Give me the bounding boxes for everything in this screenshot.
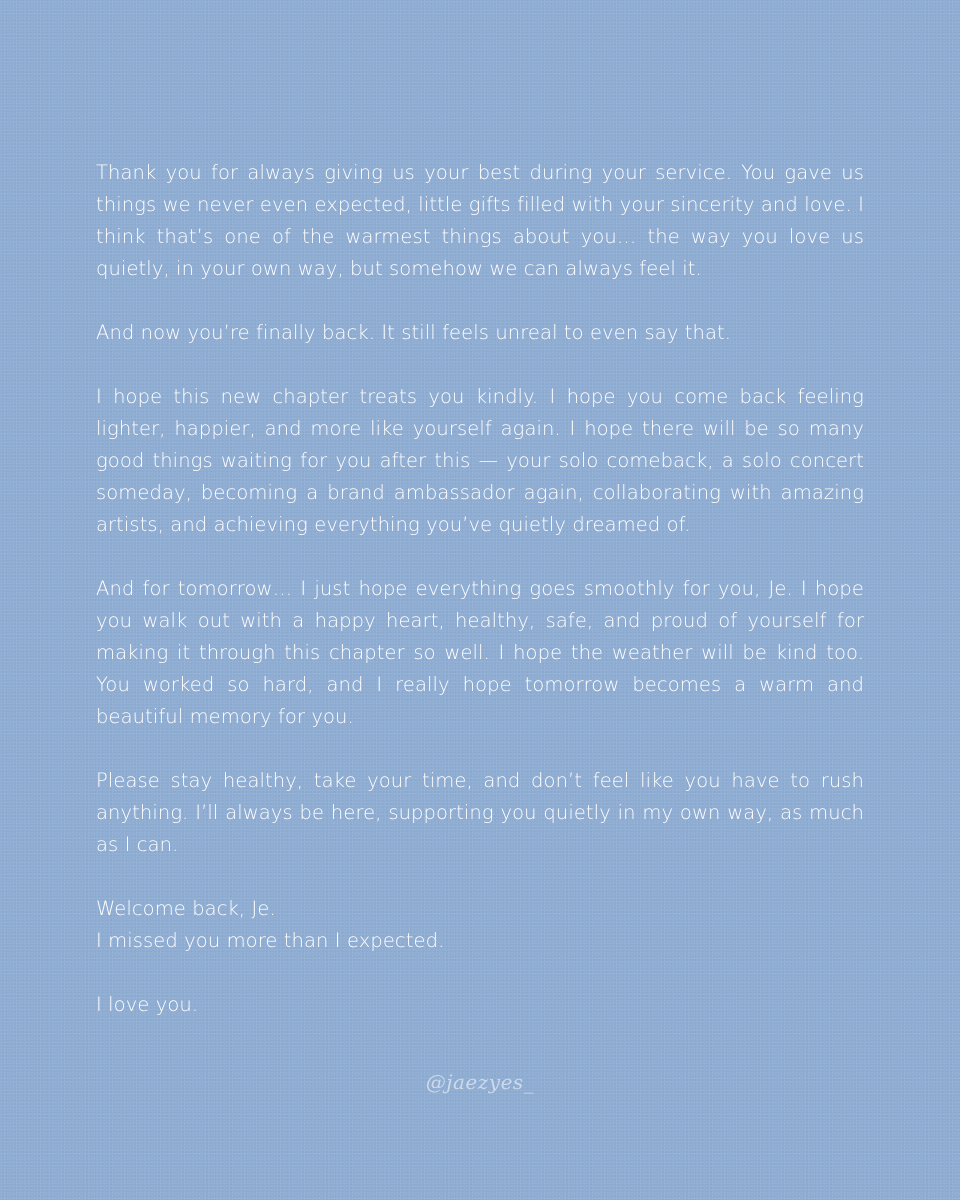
signature-watermark: @jaezyes_: [425, 1070, 535, 1094]
paragraph-new-chapter: I hope this new chapter treats you kindly. I hope you come back feeling lighter, happier, and more like yourself again. I hope there will be so many good things waiting for you after this — your solo comeback, a solo concert someday, becoming a brand ambassador again, collaborating with amazing artists, and achieving everything you’ve quietly dreamed of.: [96, 385, 864, 536]
paragraph-return: And now you’re finally back. It still feels unreal to even say that.: [96, 321, 732, 344]
letter-body: [96, 157, 864, 1053]
paragraph-tomorrow: And for tomorrow… I just hope everything goes smoothly for you, Je. I hope you walk out with a happy heart, healthy, safe, and proud of yourself for making it through this chapter so well. I hope the weather will be kind too. You worked so hard, and I really hope tomorrow becomes a warm and beautiful memory for you.: [96, 577, 864, 728]
welcome-line: Welcome back, Je.: [96, 897, 276, 920]
closing-line: I love you.: [96, 993, 199, 1016]
missed-line: I missed you more than I expected.: [96, 929, 445, 952]
paragraph-welcome: [96, 893, 864, 957]
paragraph-gratitude: Thank you for always giving us your best during your service. You gave us things we never even expected, little gifts filled with your sincerity and love. I think that’s one of the warmest things about you… the way you love us quietly, in your own way, but somehow we can always feel it.: [96, 161, 864, 280]
paragraph-stay-healthy: Please stay healthy, take your time, and don’t feel like you have to rush anything. I’ll always be here, supporting you quietly in my own way, as much as I can.: [96, 769, 864, 856]
